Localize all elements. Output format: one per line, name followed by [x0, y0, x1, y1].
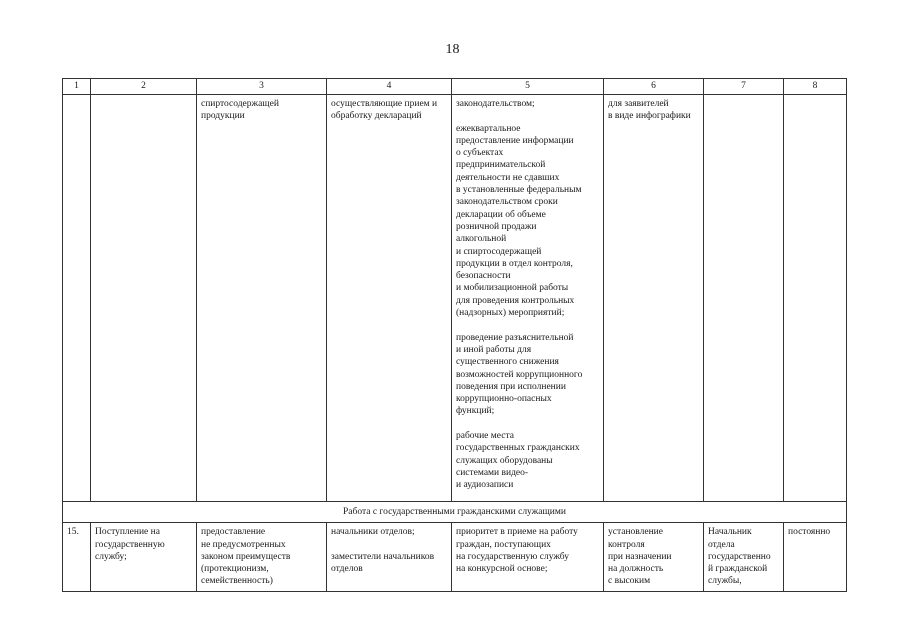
cell-text: осуществляющие прием и обработку деклараций [331, 99, 438, 122]
cell-text: установление контроля при назначении на должность с высоким [608, 527, 672, 587]
column-number: 7 [704, 79, 784, 95]
table-cell [91, 95, 197, 502]
column-number: 1 [63, 79, 91, 95]
measures-cell [452, 95, 604, 502]
table-row [63, 523, 847, 592]
table-row [63, 95, 847, 502]
table-cell [784, 95, 847, 502]
measure-paragraph: ежеквартальное предоставление информации о субъектах предпринимательской деятельности не сдавших в установленные федеральным законодательством сроки декларации об объеме розничной продажи алкогольной и спиртосодержащей продукции в отдел контроля, безопасности и мобилизационной работы для проведения контрольных (надзорных) мероприятий; [456, 123, 582, 319]
table-cell [452, 523, 604, 592]
measure-paragraph: рабочие места государственных гражданских служащих оборудованы системами видео- и аудиозаписи [456, 431, 580, 491]
risk-cell [197, 95, 327, 502]
cell-text: заместители начальников отделов [331, 551, 435, 575]
table-cell [704, 523, 784, 592]
page-number: 18 [445, 42, 460, 57]
column-number-row [63, 79, 847, 95]
officials-cell [327, 95, 452, 502]
column-number: 3 [197, 79, 327, 95]
measures-table [62, 78, 847, 592]
cell-text: приоритет в приеме на работу граждан, поступающих на государственную службу на конкурсной основе; [456, 527, 578, 575]
table-cell [197, 523, 327, 592]
section-title: Работа с государственными гражданскими служащими [63, 502, 847, 523]
column-number: 6 [604, 79, 704, 95]
table-cell [604, 523, 704, 592]
table-cell [327, 523, 452, 592]
table-cell [63, 95, 91, 502]
measure-paragraph: законодательством; [456, 99, 535, 109]
cell-text: спиртосодержащей продукции [201, 99, 279, 122]
table-cell [704, 95, 784, 502]
column-number: 2 [91, 79, 197, 95]
table-cell [604, 95, 704, 502]
column-number: 8 [784, 79, 847, 95]
cell-text: для заявителей в виде инфографики [608, 99, 691, 122]
row-number: 15. [63, 523, 91, 592]
column-number: 5 [452, 79, 604, 95]
cell-text: предоставление не предусмотренных законом преимуществ (протекционизм, семейственность) [201, 527, 291, 587]
table-cell [91, 523, 197, 592]
cell-text: начальники отделов; [331, 527, 415, 538]
measure-paragraph: проведение разъяснительной и иной работы для существенного снижения возможностей коррупционного поведения при исполнении коррупционно-опасных функций; [456, 332, 583, 417]
cell-text: постоянно [788, 527, 831, 538]
cell-text: Начальник отдела государственно й гражданской службы, [708, 527, 771, 587]
column-number: 4 [327, 79, 452, 95]
cell-text: Поступление на государственную службу; [95, 527, 165, 562]
table-cell [784, 523, 847, 592]
section-row [63, 502, 847, 523]
